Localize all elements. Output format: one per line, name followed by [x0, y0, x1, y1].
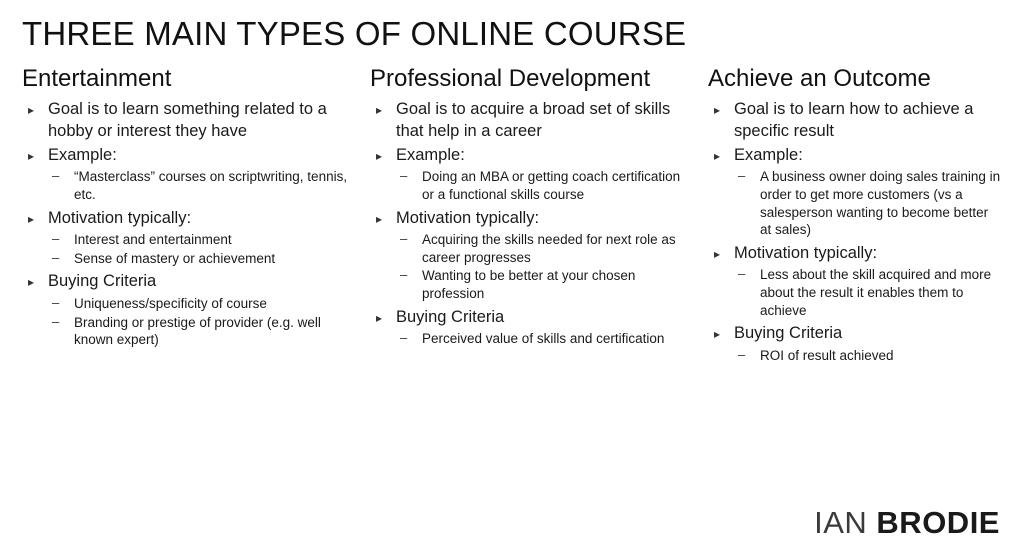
bullet-list — [22, 99, 352, 349]
sub-list-item — [48, 168, 352, 203]
dash-bullet-icon: – — [52, 313, 60, 329]
dash-bullet-icon: – — [52, 168, 60, 184]
sub-bullet-list — [48, 168, 352, 203]
list-item-text: Motivation typically: — [396, 208, 540, 227]
arrow-bullet-icon: ▸ — [28, 148, 35, 163]
sub-list-item-text: Sense of mastery or achievement — [74, 250, 276, 266]
sub-list-item — [734, 347, 1002, 365]
list-item — [370, 208, 690, 303]
arrow-bullet-icon: ▸ — [376, 103, 383, 118]
sub-list-item — [396, 330, 690, 348]
brand-logo — [814, 505, 1000, 541]
list-item-text: Buying Criteria — [396, 307, 505, 326]
list-item-text: Example: — [396, 145, 465, 164]
sub-list-item-text: Less about the skill acquired and more about the result it enables them to achieve — [760, 267, 992, 318]
arrow-bullet-icon: ▸ — [28, 275, 35, 290]
arrow-bullet-icon: ▸ — [714, 148, 721, 163]
sub-list-item — [396, 168, 690, 203]
list-item-text: Buying Criteria — [734, 324, 843, 343]
dash-bullet-icon: – — [738, 168, 746, 184]
list-item — [22, 99, 352, 143]
brand-logo-first-word: IAN — [814, 505, 868, 540]
sub-list-item-text: Perceived value of skills and certification — [422, 331, 665, 347]
sub-bullet-list — [48, 295, 352, 349]
sub-bullet-list — [48, 231, 352, 267]
sub-list-item-text: Wanting to be better at your chosen profession — [422, 268, 636, 301]
sub-list-item-text: Uniqueness/specificity of course — [74, 296, 267, 312]
list-item — [370, 307, 690, 348]
sub-list-item — [396, 267, 690, 302]
sub-list-item — [734, 168, 1002, 238]
sub-bullet-list — [734, 347, 1002, 365]
list-item-text: Goal is to learn something related to a hobby or interest they have — [48, 100, 327, 140]
list-item-text: Motivation typically: — [48, 208, 192, 227]
sub-bullet-list — [396, 168, 690, 203]
sub-bullet-list — [734, 266, 1002, 319]
sub-list-item-text: Branding or prestige of provider (e.g. well known expert) — [74, 314, 321, 348]
sub-list-item — [48, 314, 352, 349]
dash-bullet-icon: – — [738, 346, 746, 362]
sub-list-item-text: A business owner doing sales training in order to get more customers (vs a salesperson wanting to become better at sales) — [760, 169, 1001, 238]
page-title: THREE MAIN TYPES OF ONLINE COURSE — [22, 15, 687, 52]
arrow-bullet-icon: ▸ — [376, 148, 383, 163]
list-item — [708, 99, 1002, 143]
dash-bullet-icon: – — [52, 249, 60, 265]
list-item-text: Example: — [48, 145, 117, 164]
arrow-bullet-icon: ▸ — [28, 103, 35, 118]
sub-list-item — [396, 231, 690, 266]
sub-list-item-text: Interest and entertainment — [74, 232, 232, 248]
list-item-text: Goal is to learn how to achieve a specific result — [734, 100, 974, 140]
dash-bullet-icon: – — [52, 231, 60, 247]
brand-logo-second-word: BRODIE — [876, 505, 1000, 540]
list-item — [22, 208, 352, 268]
sub-bullet-list — [734, 168, 1002, 238]
dash-bullet-icon: – — [400, 168, 408, 184]
sub-bullet-list — [396, 231, 690, 302]
dash-bullet-icon: – — [738, 266, 746, 282]
list-item-text: Motivation typically: — [734, 243, 878, 262]
dash-bullet-icon: – — [52, 295, 60, 311]
sub-list-item — [734, 266, 1002, 319]
bullet-list — [370, 99, 690, 348]
dash-bullet-icon: – — [400, 231, 408, 247]
arrow-bullet-icon: ▸ — [376, 211, 383, 226]
arrow-bullet-icon: ▸ — [28, 211, 35, 226]
list-item — [370, 145, 690, 204]
list-item — [370, 99, 690, 143]
sub-list-item-text: Acquiring the skills needed for next role as career progresses — [422, 232, 676, 265]
list-item — [708, 145, 1002, 239]
arrow-bullet-icon: ▸ — [714, 103, 721, 118]
list-item — [708, 243, 1002, 319]
column-professional-development — [370, 60, 690, 352]
dash-bullet-icon: – — [400, 330, 408, 346]
arrow-bullet-icon: ▸ — [714, 327, 721, 342]
list-item — [22, 145, 352, 204]
list-item-text: Goal is to acquire a broad set of skills that help in a career — [396, 100, 671, 140]
bullet-list — [708, 99, 1002, 364]
column-entertainment — [22, 60, 352, 353]
arrow-bullet-icon: ▸ — [376, 310, 383, 325]
column-achieve-an-outcome — [708, 60, 1002, 368]
sub-list-item — [48, 250, 352, 268]
sub-list-item-text: “Masterclass” courses on scriptwriting, tennis, etc. — [74, 169, 348, 203]
column-heading: Achieve an Outcome — [708, 65, 931, 93]
list-item — [708, 323, 1002, 364]
column-heading: Entertainment — [22, 65, 172, 93]
sub-list-item-text: Doing an MBA or getting coach certification or a functional skills course — [422, 169, 681, 203]
sub-list-item-text: ROI of result achieved — [760, 347, 894, 363]
list-item-text: Example: — [734, 145, 803, 164]
sub-bullet-list — [396, 330, 690, 348]
list-item — [22, 271, 352, 348]
column-heading: Professional Development — [370, 65, 651, 93]
sub-list-item — [48, 231, 352, 249]
dash-bullet-icon: – — [400, 267, 408, 283]
list-item-text: Buying Criteria — [48, 272, 157, 291]
columns-container — [22, 60, 1002, 368]
arrow-bullet-icon: ▸ — [714, 246, 721, 261]
sub-list-item — [48, 295, 352, 313]
